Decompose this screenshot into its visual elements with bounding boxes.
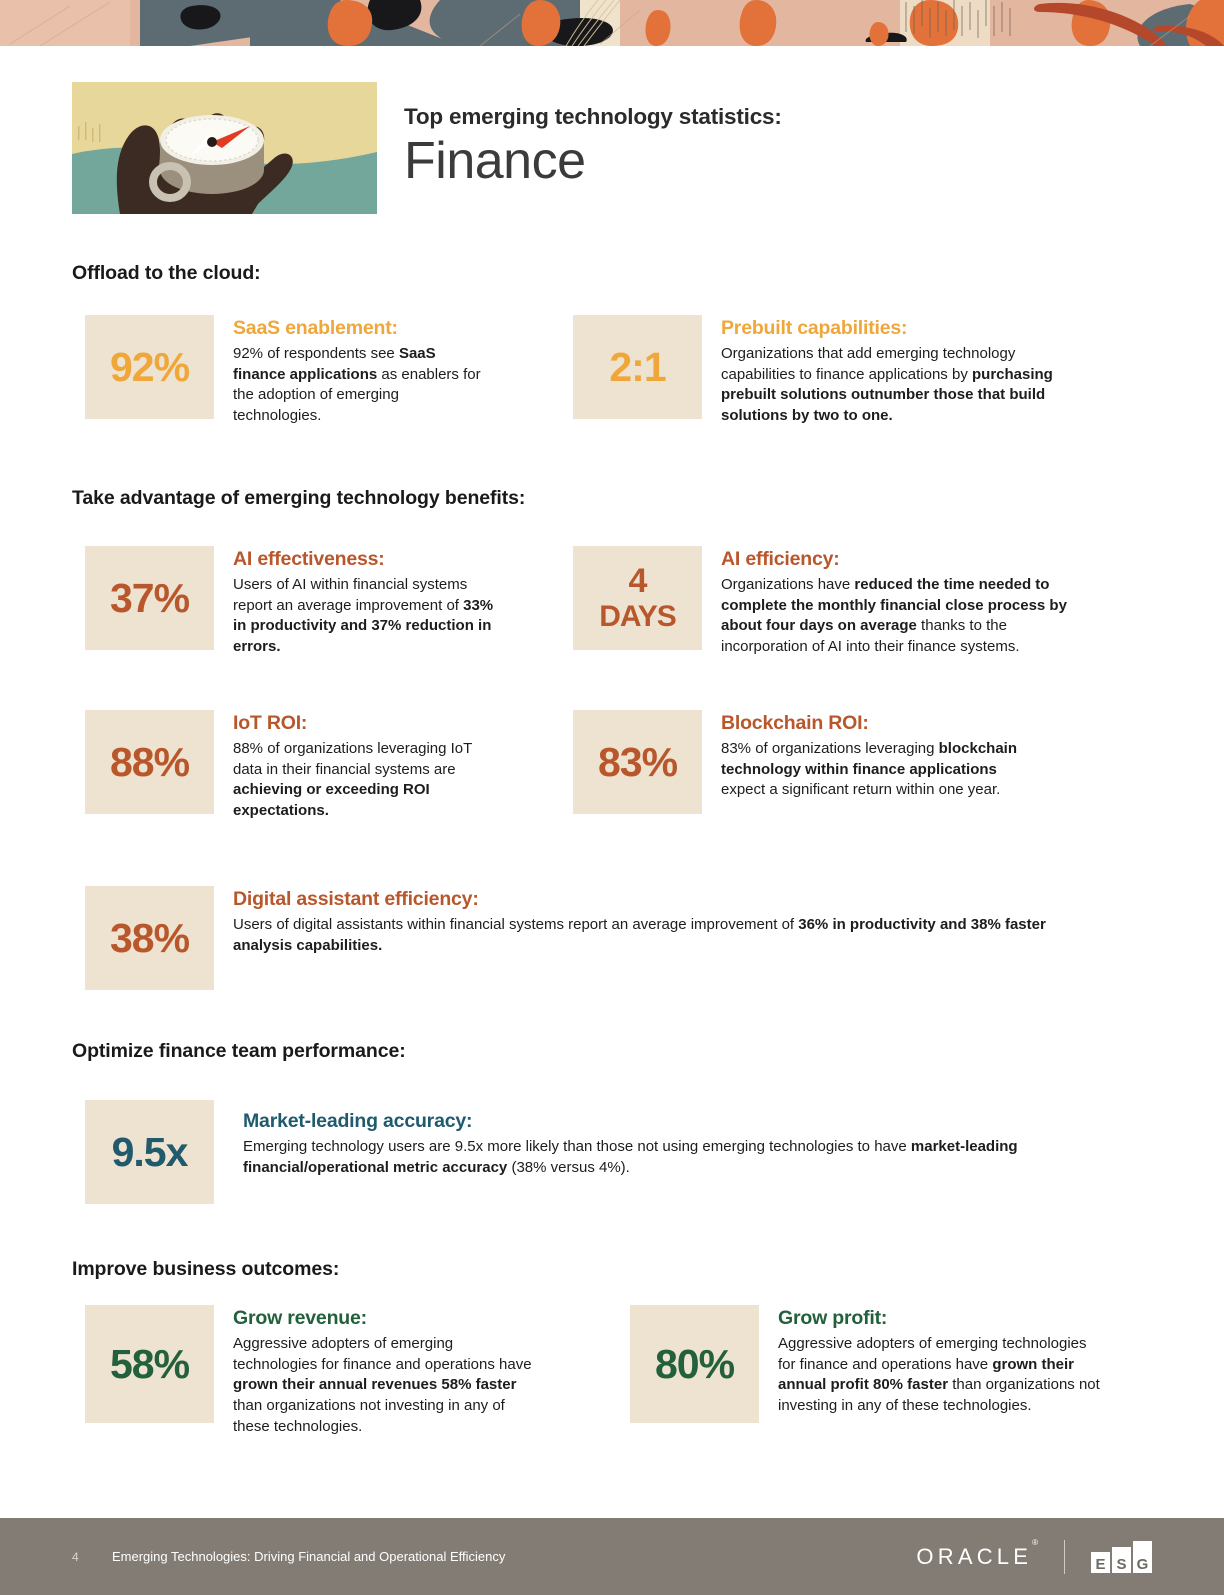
stat-title: IoT ROI: bbox=[233, 712, 308, 734]
stat-value-tile bbox=[85, 886, 214, 990]
stat-title: Grow revenue: bbox=[233, 1307, 367, 1329]
stat-body bbox=[214, 886, 1053, 956]
stat-description: 92% of respondents see SaaS finance applications as enablers for the adoption of emerging technologies. bbox=[233, 345, 481, 425]
stat-value: 80% bbox=[654, 1340, 735, 1387]
stat-description: Organizations have reduced the time needed to complete the monthly financial close process by about four days on average thanks to the incorporation of AI into their finance systems. bbox=[721, 576, 1067, 656]
stat-title: Prebuilt capabilities: bbox=[721, 317, 908, 339]
stat-value-tile bbox=[573, 710, 702, 814]
stat-value: 83% bbox=[597, 738, 678, 785]
oracle-logo bbox=[916, 1538, 1038, 1570]
trademark-icon: ® bbox=[1032, 1538, 1038, 1548]
stat-value: 38% bbox=[109, 914, 190, 961]
stat-description: 88% of organizations leveraging IoT data in their financial systems are achieving or exceeding ROI expectations. bbox=[233, 740, 473, 820]
stat-description: Emerging technology users are 9.5x more likely than those not using emerging technologies to have market-leading financial/operational metric accuracy (38% versus 4%). bbox=[243, 1138, 1018, 1176]
stat-body bbox=[702, 710, 1033, 801]
section-heading-emerging-technology-benefits: Take advantage of emerging technology benefits: bbox=[72, 487, 526, 509]
decorative-banner bbox=[0, 0, 1224, 46]
stat-title: SaaS enablement: bbox=[233, 317, 398, 339]
stat-value: 9.5x bbox=[111, 1128, 188, 1175]
esg-letter-e: E bbox=[1091, 1552, 1110, 1573]
stat-value: 4 DAYS bbox=[599, 562, 676, 634]
stat-market-leading-accuracy bbox=[85, 1100, 1145, 1204]
stat-grow-revenue bbox=[85, 1305, 565, 1437]
stat-ai-efficiency bbox=[573, 546, 1133, 658]
stat-title: AI efficiency: bbox=[721, 548, 840, 570]
stat-value-tile bbox=[630, 1305, 759, 1423]
stat-prebuilt-capabilities bbox=[573, 315, 1133, 427]
stat-value-tile bbox=[573, 315, 702, 419]
section-heading-improve-business-outcomes: Improve business outcomes: bbox=[72, 1258, 340, 1280]
stat-description: Aggressive adopters of emerging technologies for finance and operations have grown their annual profit 80% faster than organizations not investing in any of these technologies. bbox=[778, 1335, 1100, 1415]
footer-divider bbox=[1064, 1540, 1065, 1574]
stat-blockchain-roi bbox=[573, 710, 1133, 814]
stat-body bbox=[702, 546, 1083, 658]
stat-body bbox=[214, 315, 483, 427]
stat-description: Users of digital assistants within financial systems report an average improvement of 36% in productivity and 38% faster analysis capabilities. bbox=[233, 916, 1046, 954]
stat-description: Aggressive adopters of emerging technologies for finance and operations have grown their annual revenues 58% faster than organizations not investing in any of these technologies. bbox=[233, 1335, 532, 1435]
stat-title: Grow profit: bbox=[778, 1307, 888, 1329]
stat-value: 37% bbox=[109, 574, 190, 621]
page-kicker: Top emerging technology statistics: bbox=[404, 104, 782, 129]
footer-page-number: 4 bbox=[72, 1549, 79, 1564]
stat-ai-effectiveness bbox=[85, 546, 555, 658]
hero-illustration bbox=[72, 82, 377, 214]
esg-letter-g: G bbox=[1133, 1541, 1152, 1573]
stat-description: 83% of organizations leveraging blockchain technology within finance applications expect a significant return within one year. bbox=[721, 740, 1017, 799]
header-text-group bbox=[404, 104, 1164, 188]
stat-value-tile bbox=[573, 546, 702, 650]
stat-description: Users of AI within financial systems report an average improvement of 33% in productivity and 37% reduction in errors. bbox=[233, 576, 494, 656]
stat-value-tile bbox=[85, 315, 214, 419]
footer-logos bbox=[916, 1540, 1152, 1574]
stat-title: AI effectiveness: bbox=[233, 548, 385, 570]
esg-logo bbox=[1091, 1541, 1152, 1573]
stat-body bbox=[759, 1305, 1108, 1417]
stat-value: 58% bbox=[109, 1340, 190, 1387]
stat-value-tile bbox=[85, 710, 214, 814]
stat-value: 2:1 bbox=[609, 343, 666, 390]
stat-value: 92% bbox=[109, 343, 190, 390]
stat-value: 88% bbox=[109, 738, 190, 785]
stat-body bbox=[214, 1305, 539, 1437]
banner-pattern-graphic bbox=[0, 0, 1224, 46]
stat-body bbox=[214, 1100, 1071, 1178]
stat-body bbox=[214, 710, 485, 822]
stat-title: Market-leading accuracy: bbox=[243, 1110, 473, 1132]
section-heading-offload-to-the-cloud: Offload to the cloud: bbox=[72, 262, 261, 284]
stat-saas-enablement bbox=[85, 315, 555, 427]
stat-title: Digital assistant efficiency: bbox=[233, 888, 479, 910]
page-title: Finance bbox=[404, 131, 586, 190]
stat-grow-profit bbox=[630, 1305, 1140, 1423]
stat-body bbox=[702, 315, 1081, 427]
stat-value-tile bbox=[85, 1305, 214, 1423]
stat-value-tile bbox=[85, 1100, 214, 1204]
stat-title: Blockchain ROI: bbox=[721, 712, 869, 734]
stat-digital-assistant-efficiency bbox=[85, 886, 1145, 990]
stat-description: Organizations that add emerging technology capabilities to finance applications by purchasing prebuilt solutions outnumber those that build solutions by two to one. bbox=[721, 345, 1053, 425]
footer-document-title: Emerging Technologies: Driving Financial and Operational Efficiency bbox=[112, 1549, 506, 1564]
section-heading-optimize-finance-team-performance: Optimize finance team performance: bbox=[72, 1040, 406, 1062]
stat-body bbox=[214, 546, 499, 658]
hand-holding-compass-icon bbox=[72, 82, 377, 214]
oracle-logo-text: ORACLE bbox=[916, 1543, 1033, 1569]
stat-value-tile bbox=[85, 546, 214, 650]
stat-iot-roi bbox=[85, 710, 555, 822]
esg-letter-s: S bbox=[1112, 1547, 1131, 1573]
page-footer bbox=[0, 1518, 1224, 1595]
